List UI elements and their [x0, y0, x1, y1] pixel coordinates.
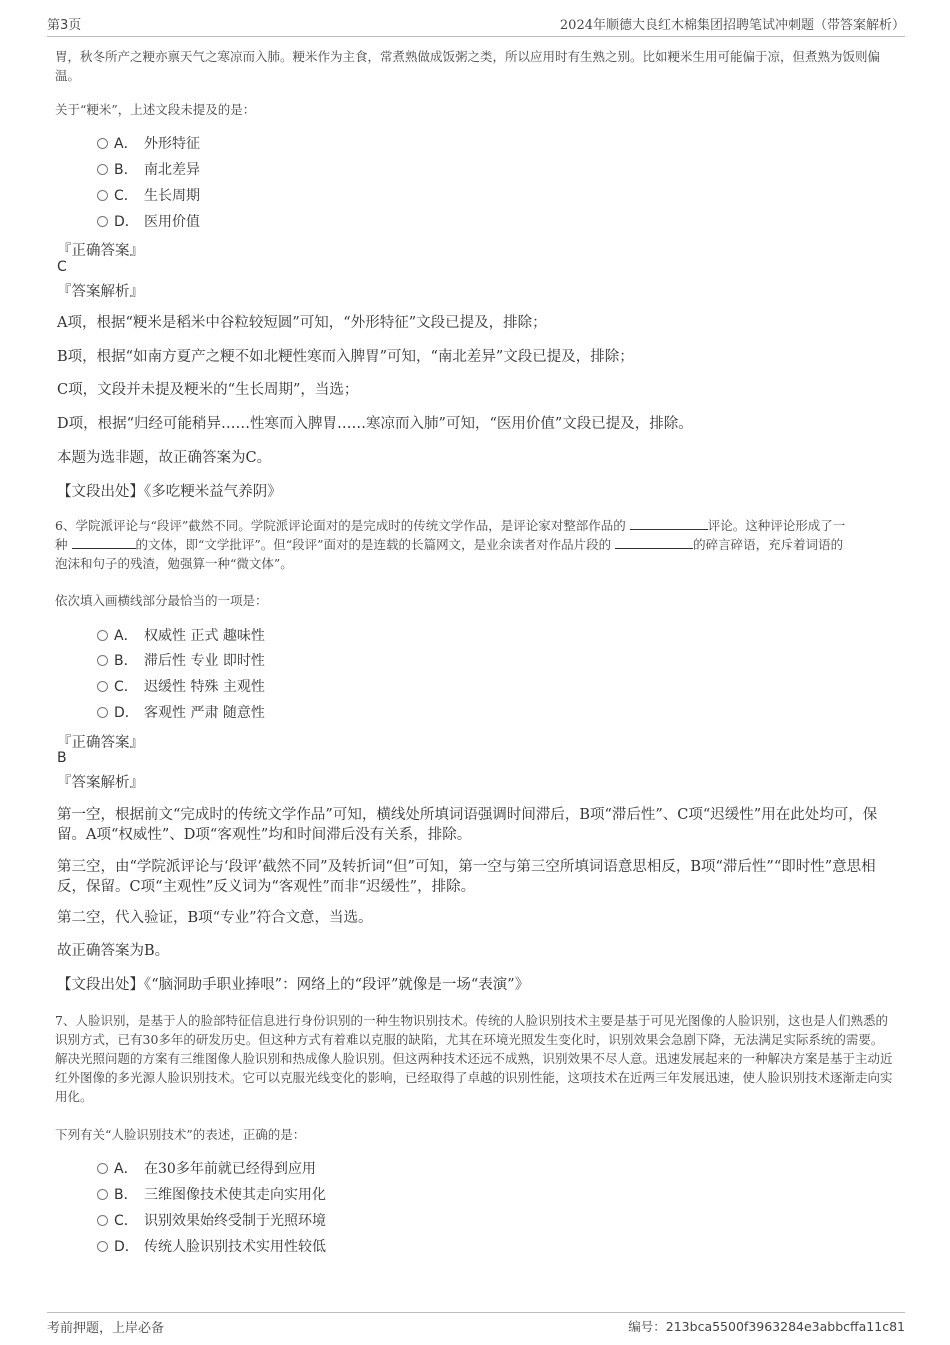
- blank-1: [630, 517, 708, 530]
- radio-icon[interactable]: [97, 216, 108, 227]
- page-number: 第3页: [47, 18, 82, 33]
- radio-icon[interactable]: [97, 681, 108, 692]
- q5-source: 【文段出处】《多吃粳米益气养阴》: [57, 484, 282, 500]
- q5-analysis-2: B项，根据“如南方夏产之粳不如北粳性寒而入脾胃”可知，“南北差异”文段已提及，排除；: [57, 349, 634, 365]
- q5-option-a[interactable]: A． 外形特征: [97, 134, 200, 154]
- radio-icon[interactable]: [97, 1215, 108, 1226]
- q6-option-d[interactable]: D． 客观性 严肃 随意性: [97, 703, 265, 723]
- q6-option-c[interactable]: C． 迟缓性 特殊 主观性: [97, 677, 265, 697]
- q6-option-a[interactable]: A． 权威性 正式 趣味性: [97, 626, 265, 646]
- q5-answer: C: [57, 259, 67, 275]
- radio-icon[interactable]: [97, 1163, 108, 1174]
- q7-option-b[interactable]: B． 三维图像技术使其走向实用化: [97, 1185, 326, 1205]
- q5-analysis-5: 本题为选非题，故正确答案为C。: [57, 450, 272, 466]
- radio-icon[interactable]: [97, 164, 108, 175]
- q6-analysis-1: 第一空，根据前文“完成时的传统文学作品”可知，横线处所填词语强调时间滞后，B项“滞后性”、C项“迟缓性”用在此处均可，保留。A项“权威性”、D项“客观性”均和时间滞后没有关系，排除。: [57, 807, 878, 843]
- document-id: 编号：213bca5500f3963284e3abbcffa11c81: [628, 1319, 905, 1334]
- radio-icon[interactable]: [97, 1189, 108, 1200]
- document-title: 2024年顺德大良红木棉集团招聘笔试冲刺题（带答案解析）: [559, 18, 905, 33]
- q5-question: 关于“粳米”，上述文段未提及的是：: [55, 102, 256, 117]
- q5-answer-label: 『正确答案』: [57, 243, 144, 259]
- q6-analysis-label: 『答案解析』: [57, 775, 144, 791]
- radio-icon[interactable]: [97, 707, 108, 718]
- radio-icon[interactable]: [97, 138, 108, 149]
- q6-source: 【文段出处】《“脑洞助手职业捧哏”：网络上的“段评”就像是一场“表演”》: [57, 977, 530, 993]
- q6-passage: 6、学院派评论与“段评”截然不同。学院派评论面对的是完成时的传统文学作品，是评论家对整部作品的 评论。这种评论形成了一 种 的文体，即“文学批评”。但“段评”面对的是连载的长篇网文，是业余读者对作品片段的 的碎言碎语，充斥着词语的 泡沫和句子的残渣，勉强算一种“微文体”。: [55, 518, 846, 571]
- q5-option-d[interactable]: D． 医用价值: [97, 212, 200, 232]
- q6-answer: B: [57, 750, 67, 766]
- radio-icon[interactable]: [97, 1241, 108, 1252]
- q6-analysis-3: 第二空，代入验证，B项“专业”符合文意，当选。: [57, 910, 373, 926]
- radio-icon[interactable]: [97, 655, 108, 666]
- footer-slogan: 考前押题，上岸必备: [47, 1321, 165, 1336]
- q5-option-c[interactable]: C． 生长周期: [97, 186, 200, 206]
- q6-answer-label: 『正确答案』: [57, 735, 144, 751]
- q7-option-c[interactable]: C． 识别效果始终受制于光照环境: [97, 1211, 326, 1231]
- q5-analysis-4: D项，根据“归经可能稍异……性寒而入脾胃……寒凉而入肺”可知，“医用价值”文段已提及，排除。: [57, 416, 693, 432]
- radio-icon[interactable]: [97, 630, 108, 641]
- blank-2: [72, 536, 136, 549]
- q5-analysis-1: A项，根据“粳米是稻米中谷粒较短圆”可知，“外形特征”文段已提及，排除；: [57, 315, 547, 331]
- page-header: [47, 14, 905, 37]
- q5-passage: 胃，秋冬所产之粳亦禀天气之寒凉而入肺。粳米作为主食，常煮熟做成饭粥之类，所以应用时有生熟之别。比如粳米生用可能偏于凉，但煮熟为饭则偏温。: [55, 49, 881, 83]
- blank-3: [615, 536, 693, 549]
- q6-analysis-4: 故正确答案为B。: [57, 943, 170, 959]
- q5-option-b[interactable]: B． 南北差异: [97, 160, 200, 180]
- q6-analysis-2: 第三空，由“学院派评论与‘段评’截然不同”及转折词“但”可知，第一空与第三空所填词语意思相反，B项“滞后性”“即时性”意思相反，保留。C项“主观性”反义词为“客观性”而非“迟缓性”，排除。: [57, 859, 876, 895]
- q7-option-a[interactable]: A． 在30多年前就已经得到应用: [97, 1159, 316, 1179]
- page-footer: [47, 1312, 905, 1335]
- q6-option-b[interactable]: B． 滞后性 专业 即时性: [97, 651, 265, 671]
- q6-question: 依次填入画横线部分最恰当的一项是：: [55, 593, 268, 608]
- q5-analysis-label: 『答案解析』: [57, 284, 144, 300]
- q5-analysis-3: C项，文段并未提及粳米的“生长周期”，当选；: [57, 382, 359, 398]
- radio-icon[interactable]: [97, 190, 108, 201]
- q7-passage: 7、人脸识别，是基于人的脸部特征信息进行身份识别的一种生物识别技术。传统的人脸识别技术主要是基于可见光图像的人脸识别，这也是人们熟悉的识别方式，已有30多年的研发历史。但这种方式有着难以克服的缺陷，尤其在环境光照发生变化时，识别效果会急剧下降，无法满足实际系统的需要。解决光照问题的方案有三维图像人脸识别和热成像人脸识别。但这两种技术还远不成熟，识别效果不尽人意。迅速发展起来的一种解决方案是基于主动近红外图像的多光源人脸识别技术。它可以克服光线变化的影响，已经取得了卓越的识别性能，这项技术在近两三年发展迅速，使人脸识别技术逐渐走向实用化。: [55, 1013, 893, 1104]
- q7-option-d[interactable]: D． 传统人脸识别技术实用性较低: [97, 1237, 326, 1257]
- q7-question: 下列有关“人脸识别技术”的表述，正确的是：: [55, 1127, 306, 1142]
